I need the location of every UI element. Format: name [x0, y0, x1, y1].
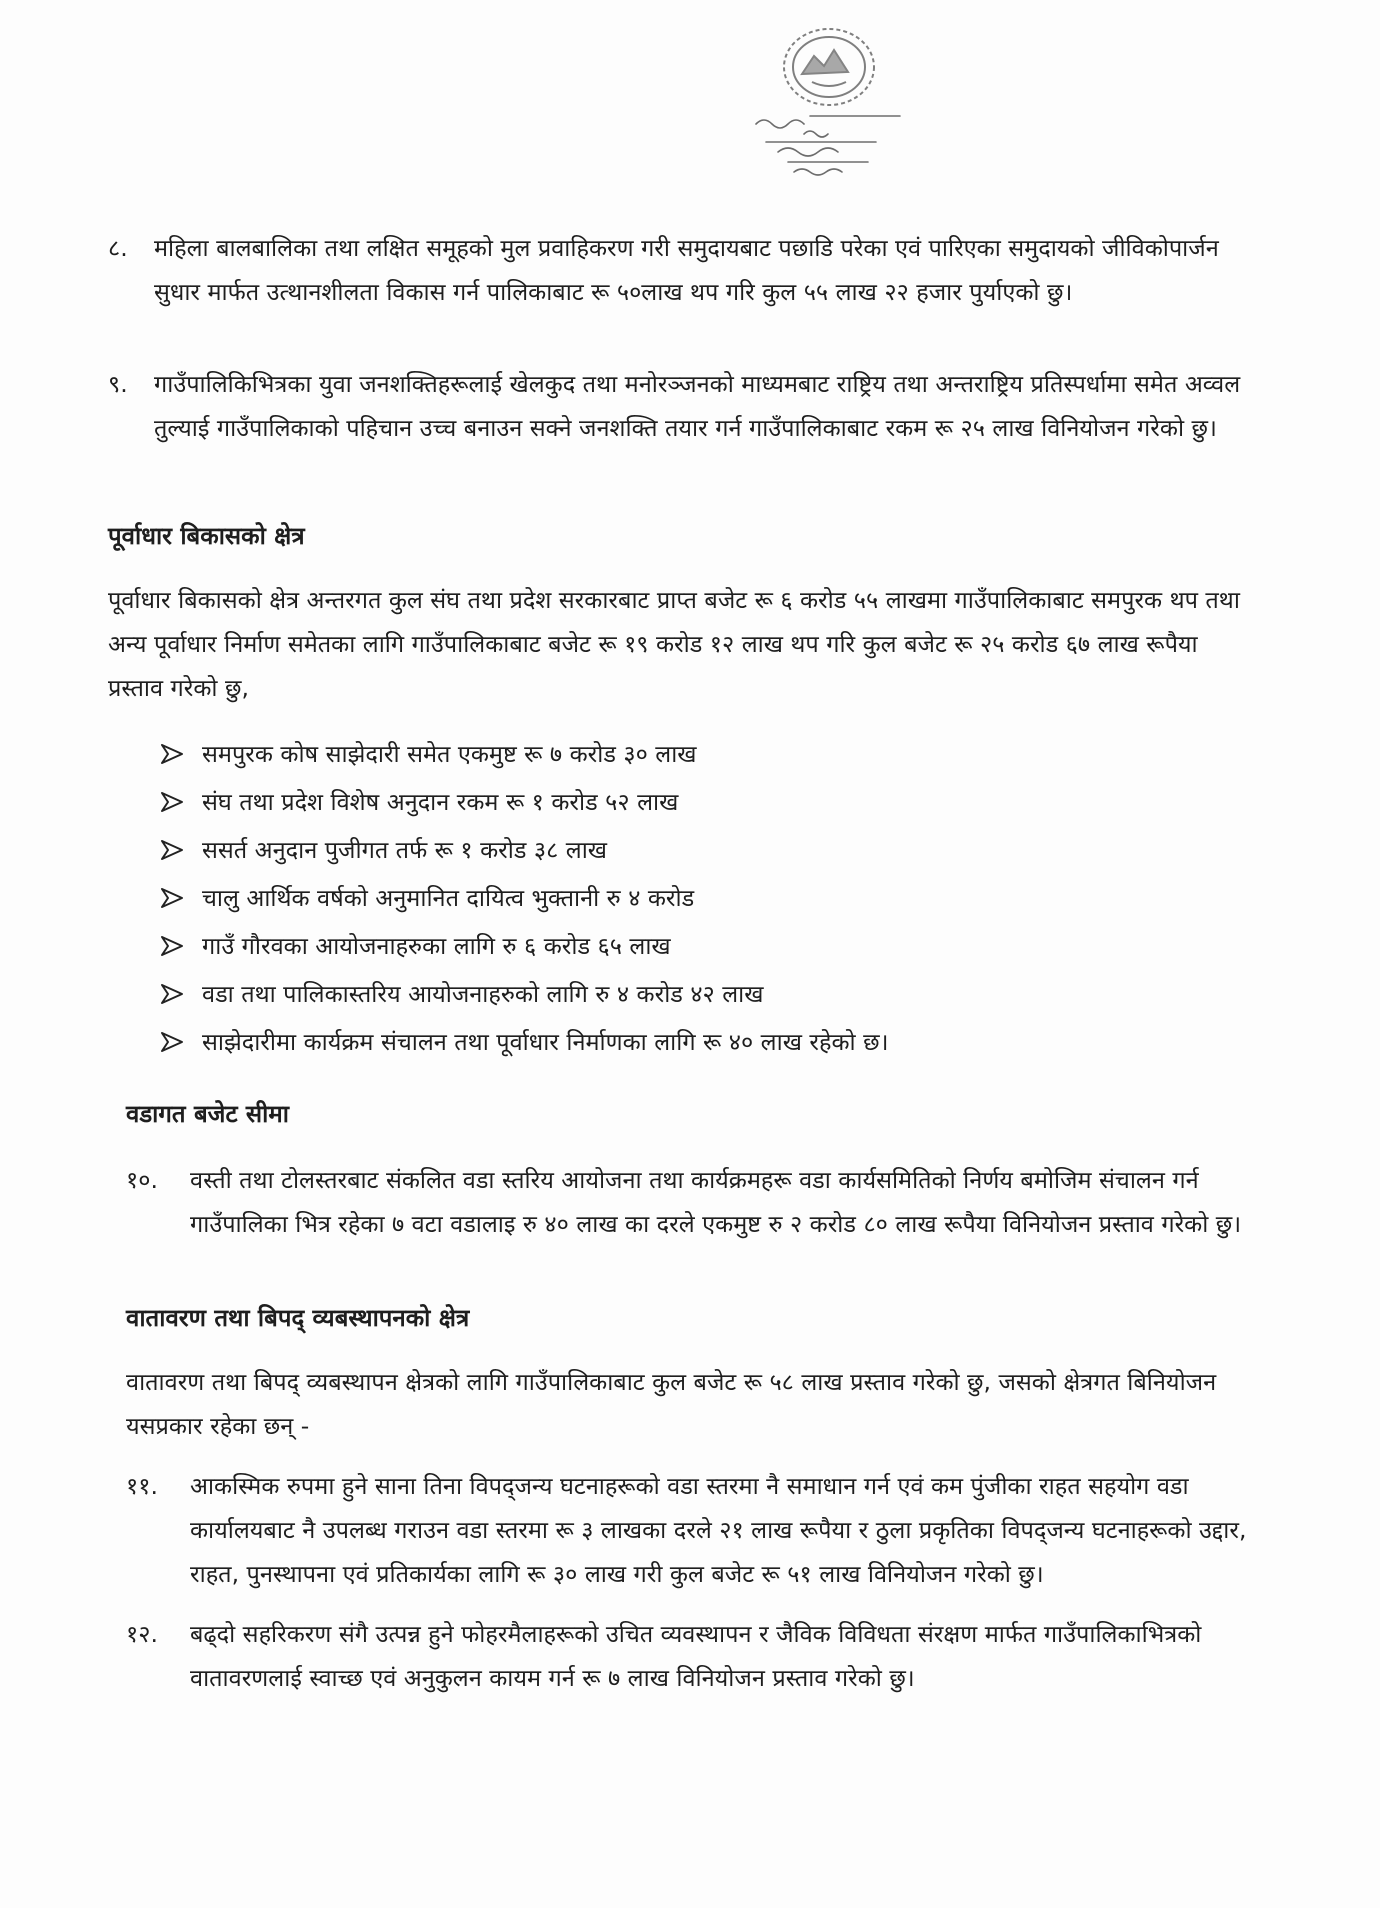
item-10-text: वस्ती तथा टोलस्तरबाट संकलित वडा स्तरिय आयोजना तथा कार्यक्रमहरू वडा कार्यसमितिको निर्णय बमोजिम संचालन गर्न गाउँपालिका भित्र रहेका ७ वटा वडालाइ रु ४० लाख का दरले एकमुष्ट रु २ करोड ८० लाख रूपैया विनियोजन प्रस्ताव गरेको छु। — [190, 1166, 1242, 1238]
arrow-bullet-icon — [160, 791, 184, 813]
infrastructure-intro: पूर्वाधार बिकासको क्षेत्र अन्तरगत कुल संघ तथा प्रदेश सरकारबाट प्राप्त बजेट रू ६ करोड ५५ लाखमा गाउँपालिकाबाट समपुरक थप तथा अन्य पूर्वाधार निर्माण समेतका लागि गाउँपालिकाबाट बजेट रू १९ करोड १२ लाख थप गरि कुल बजेट रू २५ करोड ६७ लाख रूपैया प्रस्ताव गरेको छु, — [108, 586, 1240, 702]
bullet-text: गाउँ गौरवका आयोजनाहरुका लागि रु ६ करोड ६५ लाख — [202, 932, 671, 960]
item-9-number: ९. — [108, 370, 128, 398]
bullet-item — [160, 970, 888, 1018]
arrow-bullet-icon — [160, 839, 184, 861]
bullet-item — [160, 778, 888, 826]
arrow-bullet-icon — [160, 1031, 184, 1053]
bullet-text: ससर्त अनुदान पुजीगत तर्फ रू १ करोड ३८ लाख — [202, 836, 608, 864]
item-12-number: १२. — [126, 1620, 158, 1648]
ward-budget-heading: वडागत बजेट सीमा — [126, 1100, 289, 1128]
environment-heading: वातावरण तथा बिपद् व्यबस्थापनको क्षेत्र — [126, 1304, 470, 1332]
infrastructure-bullet-list — [160, 730, 888, 1066]
municipality-seal-icon — [744, 12, 914, 182]
bullet-text: वडा तथा पालिकास्तरिय आयोजनाहरुको लागि रु ४ करोड ४२ लाख — [202, 980, 764, 1008]
item-9 — [108, 362, 1258, 450]
arrow-bullet-icon — [160, 983, 184, 1005]
item-10-number: १०. — [126, 1166, 158, 1194]
item-9-text: गाउँपालिकिभित्रका युवा जनशक्तिहरूलाई खेलकुद तथा मनोरञ्जनको माध्यमबाट राष्ट्रिय तथा अन्तराष्ट्रिय प्रतिस्पर्धामा समेत अव्वल तुल्याई गाउँपालिकाको पहिचान उच्च बनाउन सक्ने जनशक्ति तयार गर्न गाउँपालिकाबाट रकम रू २५ लाख विनियोजन गरेको छु। — [154, 370, 1241, 442]
item-12 — [126, 1612, 1260, 1700]
item-8 — [108, 226, 1258, 314]
bullet-item — [160, 1018, 888, 1066]
bullet-text: साझेदारीमा कार्यक्रम संचालन तथा पूर्वाधार निर्माणका लागि रू ४० लाख रहेको छ। — [202, 1028, 889, 1056]
bullet-text: समपुरक कोष साझेदारी समेत एकमुष्ट रू ७ करोड ३० लाख — [202, 740, 697, 768]
infrastructure-heading: पूर्वाधार बिकासको क्षेत्र — [108, 522, 305, 550]
bullet-item — [160, 730, 888, 778]
bullet-text: संघ तथा प्रदेश विशेष अनुदान रकम रू १ करोड ५२ लाख — [202, 788, 679, 816]
bullet-item — [160, 874, 888, 922]
arrow-bullet-icon — [160, 935, 184, 957]
arrow-bullet-icon — [160, 887, 184, 909]
item-8-number: ८. — [108, 234, 128, 262]
bullet-item — [160, 826, 888, 874]
bullet-item — [160, 922, 888, 970]
bullet-text: चालु आर्थिक वर्षको अनुमानित दायित्व भुक्तानी रु ४ करोड — [202, 884, 695, 912]
item-11-text: आकस्मिक रुपमा हुने साना तिना विपद्जन्य घटनाहरूको वडा स्तरमा नै समाधान गर्न एवं कम पुंजीका राहत सहयोग वडा कार्यालयबाट नै उपलब्ध गराउन वडा स्तरमा रू ३ लाखका दरले २१ लाख रूपैया र ठुला प्रकृतिका विपद्जन्य घटनाहरूको उद्दार, राहत, पुनस्थापना एवं प्रतिकार्यका लागि रू ३० लाख गरी कुल बजेट रू ५१ लाख विनियोजन गरेको छु। — [190, 1472, 1247, 1588]
item-8-text: महिला बालबालिका तथा लक्षित समूहको मुल प्रवाहिकरण गरी समुदायबाट पछाडि परेका एवं पारिएका समुदायको जीविकोपार्जन सुधार मार्फत उत्थानशीलता विकास गर्न पालिकाबाट रू ५०लाख थप गरि कुल ५५ लाख २२ हजार पुर्याएको छु। — [154, 234, 1219, 306]
arrow-bullet-icon — [160, 743, 184, 765]
environment-intro: वातावरण तथा बिपद् व्यबस्थापन क्षेत्रको लागि गाउँपालिकाबाट कुल बजेट रू ५८ लाख प्रस्ताव गरेको छु, जसको क्षेत्रगत बिनियोजन यसप्रकार रहेका छन् - — [126, 1368, 1217, 1440]
item-10 — [126, 1158, 1260, 1246]
item-11-number: ११. — [126, 1472, 158, 1500]
item-12-text: बढ्दो सहरिकरण संगै उत्पन्न हुने फोहरमैलाहरूको उचित व्यवस्थापन र जैविक विविधता संरक्षण मार्फत गाउँपालिकाभित्रको वातावरणलाई स्वाच्छ एवं अनुकुलन कायम गर्न रू ७ लाख विनियोजन प्रस्ताव गरेको छु। — [190, 1620, 1202, 1692]
item-11 — [126, 1464, 1260, 1596]
